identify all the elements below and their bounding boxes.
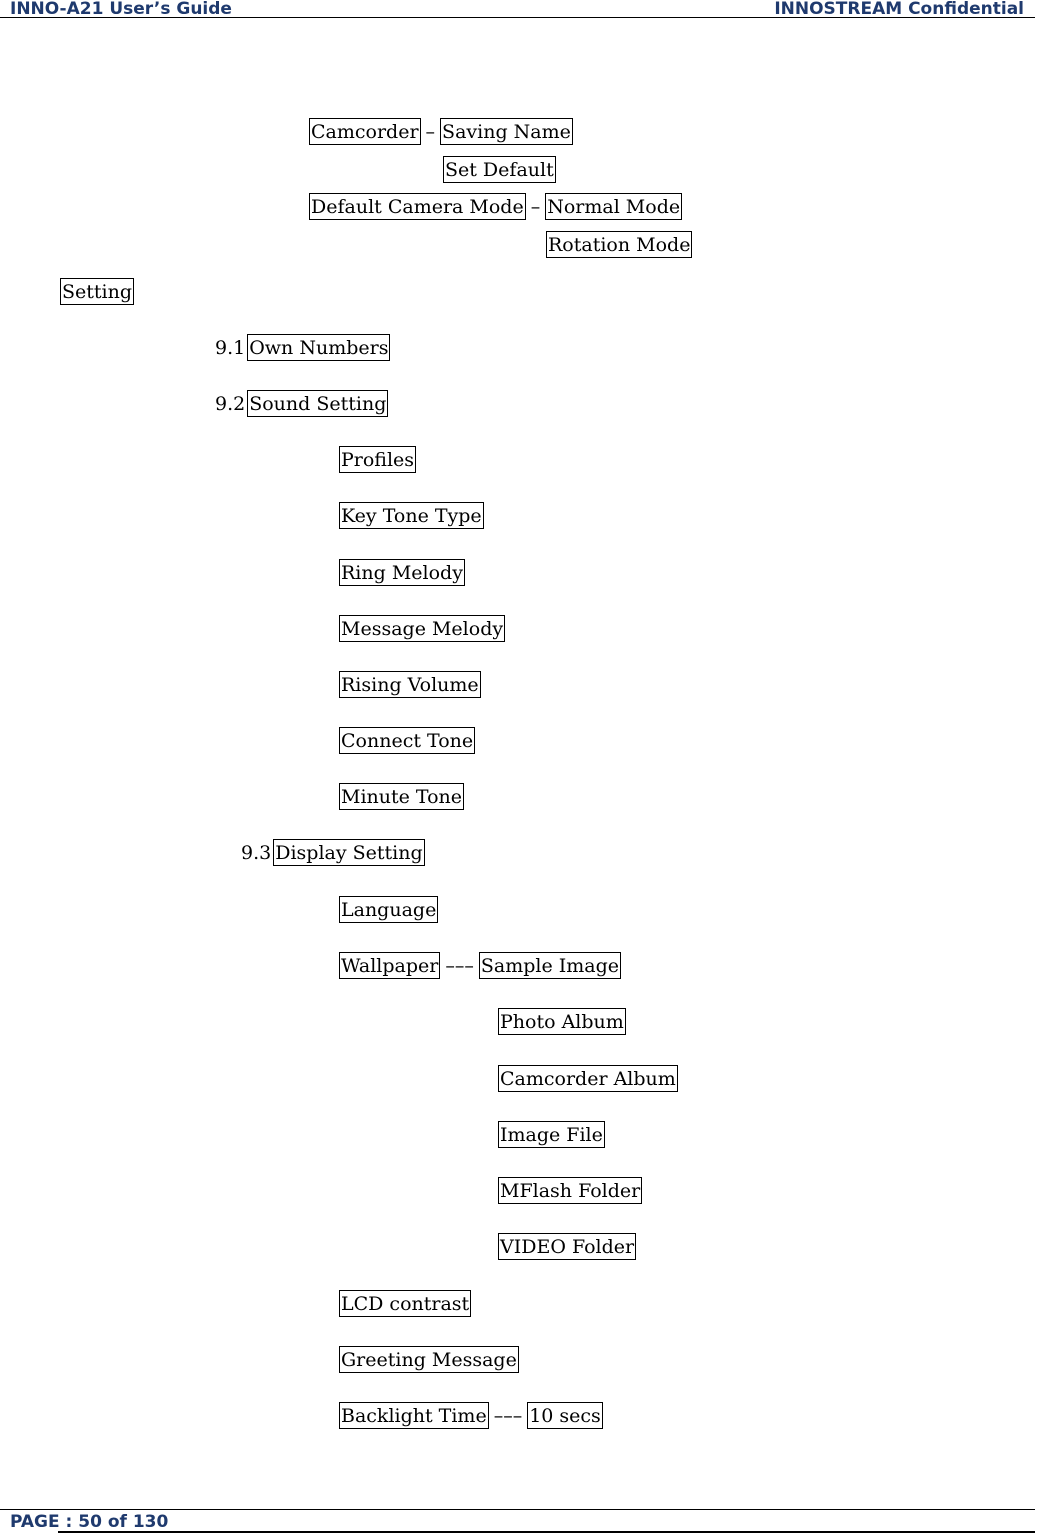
menu-item-normal-mode: Normal Mode bbox=[545, 193, 682, 220]
footer-underline bbox=[58, 1531, 1035, 1533]
menu-item-10-secs: 10 secs bbox=[527, 1402, 603, 1429]
header-confidential: INNOSTREAM Confidential bbox=[774, 0, 1024, 19]
ring-melody-row bbox=[339, 559, 465, 586]
connector-dash: – bbox=[425, 121, 436, 143]
profiles-row bbox=[339, 446, 416, 473]
menu-item-lcd-contrast: LCD contrast bbox=[339, 1290, 471, 1317]
image-file-row bbox=[498, 1121, 605, 1148]
camcorder-album-row bbox=[498, 1065, 678, 1092]
menu-item-video-folder: VIDEO Folder bbox=[498, 1233, 636, 1260]
menu-item-display-setting: Display Setting bbox=[273, 839, 424, 866]
menu-item-camcorder-album: Camcorder Album bbox=[498, 1065, 678, 1092]
menu-item-wallpaper: Wallpaper bbox=[339, 952, 440, 979]
rotation-mode-row bbox=[546, 231, 692, 258]
minute-tone-row bbox=[339, 783, 464, 810]
menu-item-rising-volume: Rising Volume bbox=[339, 671, 481, 698]
menu-item-image-file: Image File bbox=[498, 1121, 605, 1148]
photo-album-row bbox=[498, 1008, 626, 1035]
menu-item-sample-image: Sample Image bbox=[479, 952, 621, 979]
menu-number: 9.3 bbox=[241, 842, 272, 864]
menu-item-mflash-folder: MFlash Folder bbox=[498, 1177, 642, 1204]
rising-volume-row bbox=[339, 671, 481, 698]
footer-rule bbox=[0, 1509, 1035, 1510]
menu-item-message-melody: Message Melody bbox=[339, 615, 505, 642]
menu-item-connect-tone: Connect Tone bbox=[339, 727, 475, 754]
connect-tone-row bbox=[339, 727, 475, 754]
sound-setting-row bbox=[215, 390, 388, 417]
language-row bbox=[339, 896, 438, 923]
camcorder-row bbox=[309, 118, 573, 145]
menu-item-camcorder: Camcorder bbox=[309, 118, 421, 145]
setting-row bbox=[60, 278, 134, 305]
key-tone-type-row bbox=[339, 502, 484, 529]
menu-item-ring-melody: Ring Melody bbox=[339, 559, 465, 586]
message-melody-row bbox=[339, 615, 505, 642]
menu-item-own-numbers: Own Numbers bbox=[247, 334, 390, 361]
menu-item-setting: Setting bbox=[60, 278, 134, 305]
menu-number: 9.1 bbox=[215, 337, 246, 359]
connector-dash: ––– bbox=[445, 955, 474, 977]
default-camera-mode-row bbox=[309, 193, 682, 220]
mflash-folder-row bbox=[498, 1177, 642, 1204]
menu-item-rotation-mode: Rotation Mode bbox=[546, 231, 692, 258]
menu-item-sound-setting: Sound Setting bbox=[247, 390, 388, 417]
menu-number: 9.2 bbox=[215, 393, 246, 415]
menu-item-backlight-time: Backlight Time bbox=[339, 1402, 489, 1429]
display-setting-row bbox=[241, 839, 425, 866]
menu-item-default-camera-mode: Default Camera Mode bbox=[309, 193, 526, 220]
connector-dash: ––– bbox=[493, 1405, 523, 1427]
connector-dash: – bbox=[530, 196, 541, 218]
menu-item-minute-tone: Minute Tone bbox=[339, 783, 464, 810]
menu-item-greeting-message: Greeting Message bbox=[339, 1346, 519, 1373]
wallpaper-row bbox=[339, 952, 621, 979]
own-numbers-row bbox=[215, 334, 390, 361]
menu-item-set-default: Set Default bbox=[443, 156, 556, 183]
header-title: INNO-A21 User’s Guide bbox=[10, 0, 232, 19]
menu-item-language: Language bbox=[339, 896, 438, 923]
lcd-contrast-row bbox=[339, 1290, 471, 1317]
header-rule bbox=[0, 17, 1035, 18]
page-number: PAGE : 50 of 130 bbox=[10, 1512, 169, 1532]
greeting-message-row bbox=[339, 1346, 519, 1373]
menu-item-key-tone-type: Key Tone Type bbox=[339, 502, 484, 529]
backlight-time-row bbox=[339, 1402, 603, 1429]
menu-item-profiles: Profiles bbox=[339, 446, 416, 473]
set-default-row bbox=[443, 156, 556, 183]
menu-item-saving-name: Saving Name bbox=[440, 118, 573, 145]
menu-item-photo-album: Photo Album bbox=[498, 1008, 626, 1035]
video-folder-row bbox=[498, 1233, 636, 1260]
